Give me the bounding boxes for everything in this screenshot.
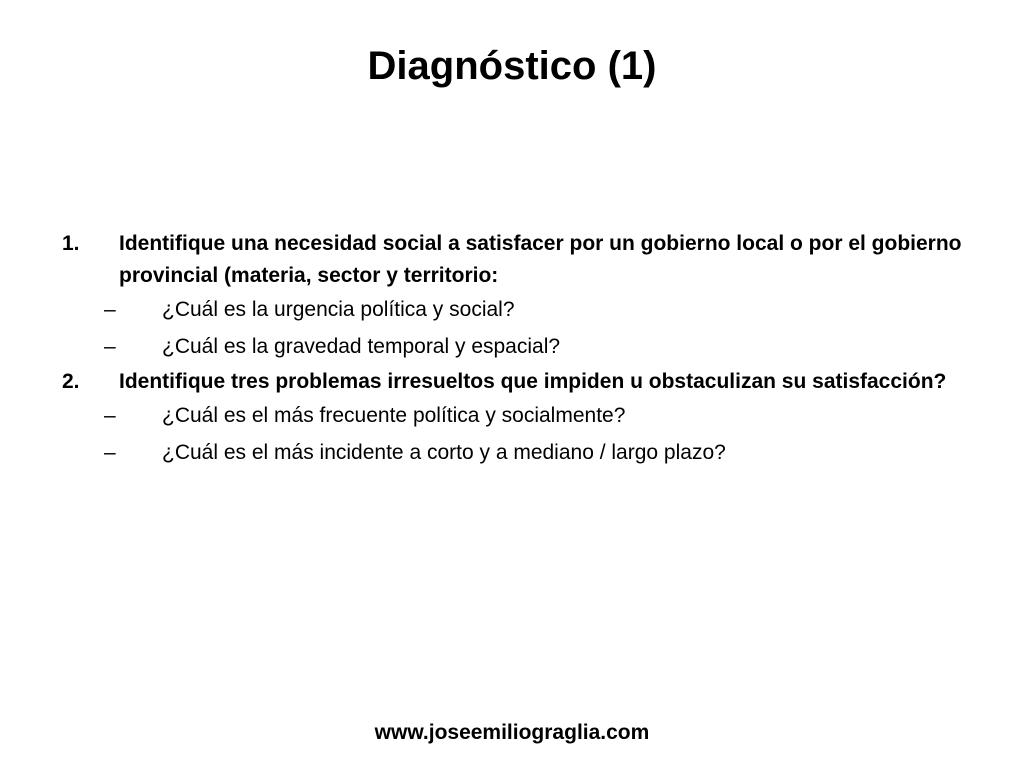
sub-item-1-1 [62,294,962,326]
sub-item-2-2-dash: – [104,441,116,464]
slide-title: Diagnóstico (1) [367,44,657,88]
list-item-1-number: 1. [62,232,80,255]
sub-item-1-2-text: ¿Cuál es la gravedad temporal y espacial? [162,335,561,358]
list-item-1 [62,228,962,292]
sub-item-1-1-text: ¿Cuál es la urgencia política y social? [162,298,515,321]
slide-content [62,228,962,471]
footer-url: www.joseemiliograglia.com [374,721,650,744]
list-item-2 [62,366,962,398]
sub-item-2-1-text: ¿Cuál es el más frecuente política y socialmente? [162,404,626,427]
sub-item-1-2-dash: – [104,335,116,358]
list-item-2-number: 2. [62,370,80,393]
sub-item-2-1 [62,400,962,432]
list-item-2-text: Identifique tres problemas irresueltos que impiden u obstaculizan su satisfacción? [119,370,947,393]
list-item-1-text: Identifique una necesidad social a satisfacer por un gobierno local o por el gobierno provincial (materia, sector y territorio: [119,232,962,287]
sub-item-1-1-dash: – [104,298,116,321]
sub-item-2-1-dash: – [104,404,116,427]
sub-item-1-2 [62,331,962,363]
sub-item-2-2 [62,437,962,469]
sub-item-2-2-text: ¿Cuál es el más incidente a corto y a mediano / largo plazo? [162,441,726,464]
